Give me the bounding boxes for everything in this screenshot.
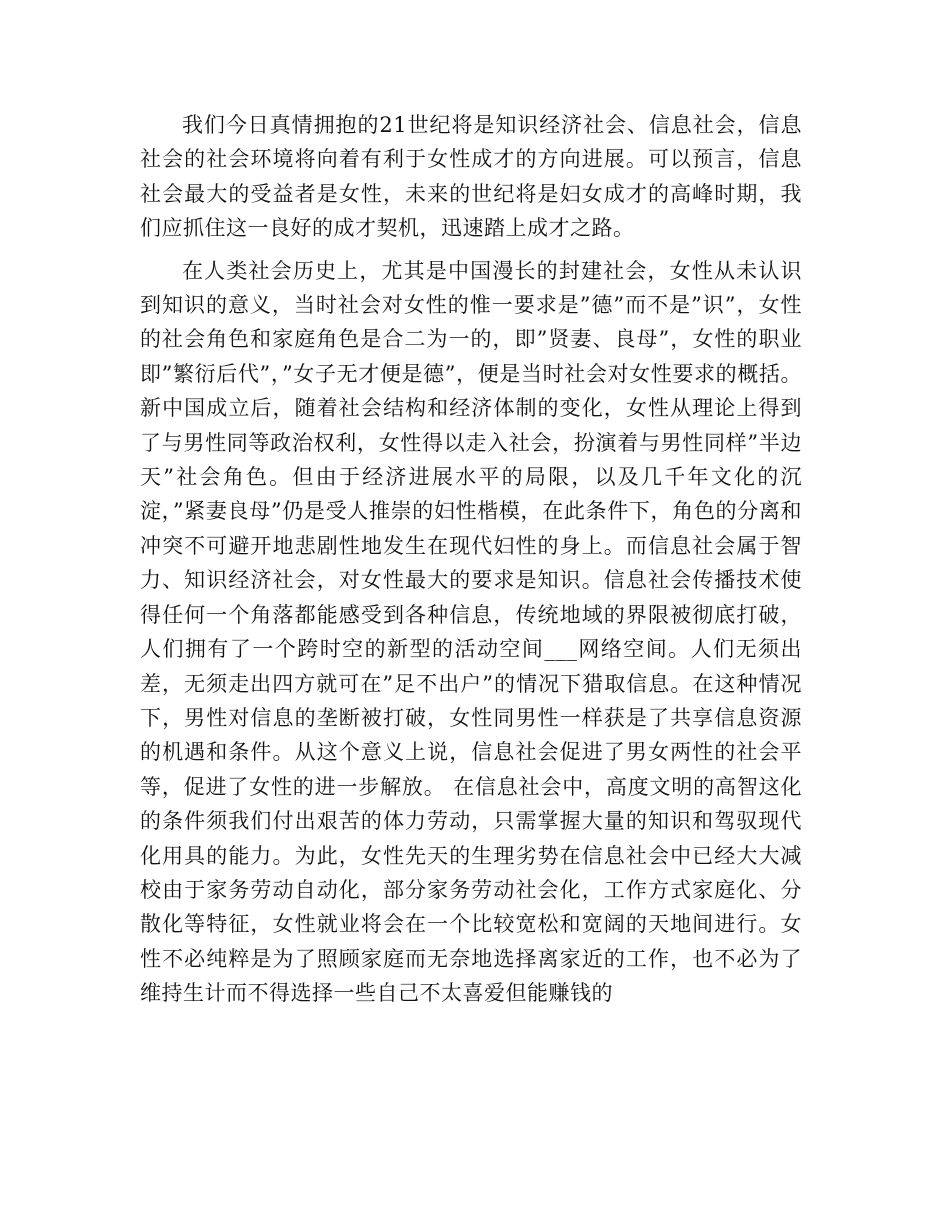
paragraph-2: 在人类社会历史上，尤其是中国漫长的封建社会，女性从未认识到知识的意义，当时社会对女性的惟一要求是”德”而不是”识”，女性的社会角色和家庭角色是合二为一的，即”贤妻、良母”，女性的职业即”繁衍后代”，”女子无才便是德”，便是当时社会对女性要求的概括。 新中国成立后，随着社会结构和经济体制的变化，女性从理论上得到了与男性同等政治权利，女性得以走入社会，扮演着与男性同样”半边天”社会角色。但由于经济进展水平的局限，以及几千年文化的沉淀，”紧妻良母”仍是受人推崇的妇性楷模，在此条件下，角色的分离和冲突不可避开地悲剧性地发生在现代妇性的身上。而信息社会属于智力、知识经济社会，对女性最大的要求是知识。信息社会传播技术使得任何一个角落都能感受到各种信息，传统地域的界限被彻底打破，人们拥有了一个跨时空的新型的活动空间___网络空间。人们无须出差，无须走出四方就可在”足不出户”的情况下猎取信息。在这种情况下，男性对信息的垄断被打破，女性同男性一样获是了共享信息资源的机遇和条件。从这个意义上说，信息社会促进了男女两性的社会平等，促进了女性的进一步解放。 在信息社会中，高度文明的高智这化的条件须我们付出艰苦的体力劳动，只需掌握大量的知识和驾驭现代化用具的能力。为此，女性先天的生理劣势在信息社会中已经大大减校由于家务劳动自动化，部分家务劳动社会化，工作方式家庭化、分散化等特征，女性就业将会在一个比较宽松和宽阔的天地间进行。女性不必纯粹是为了照顾家庭而无奈地选择离家近的工作，也不必为了维持生计而不得选择一些自己不太喜爱但能赚钱的 — [140, 258, 802, 1006]
document-body — [140, 108, 802, 1019]
paragraph-1: 我们今日真情拥抱的21世纪将是知识经济社会、信息社会，信息社会的社会环境将向着有利于女性成才的方向进展。可以预言，信息社会最大的受益者是女性，未来的世纪将是妇女成才的高峰时期，我们应抓住这一良好的成才契机，迅速踏上成才之路。 — [140, 113, 802, 241]
